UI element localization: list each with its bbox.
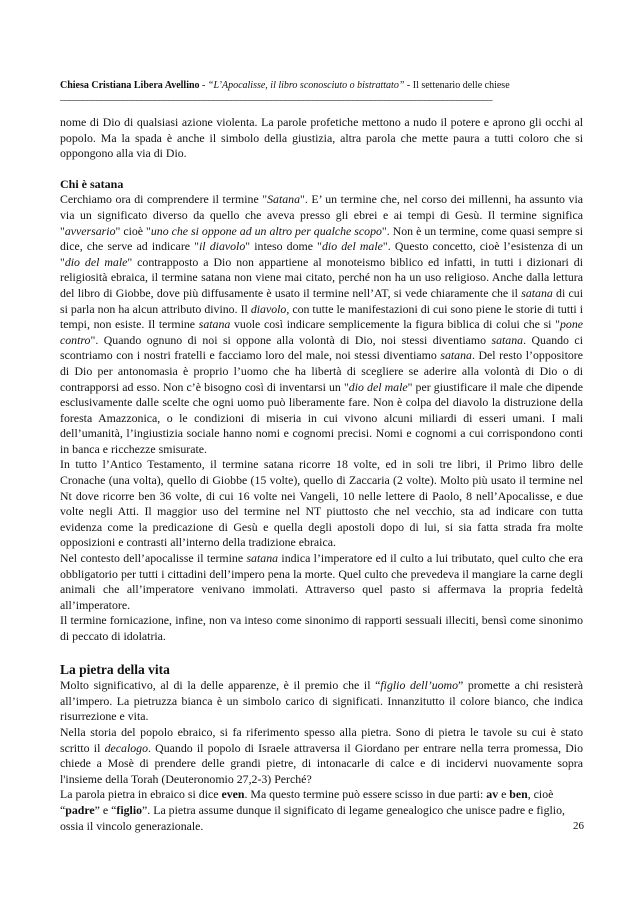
header-rule: ________________________________________________________________________________________________ — [60, 92, 492, 102]
header-chapter: Il settenario delle chiese — [412, 80, 510, 91]
satana-paragraph-2: In tutto l’Antico Testamento, il termine satana ricorre 18 volte, ed in soli tre libri, il Primo libro delle Cronache (una volta), quello di Giobbe (15 volte), quello di Zaccaria (2 volte). Molto più usato il termine nel Nt dove ricorre ben 36 volte, di cui 16 volte nei Vangeli, 10 nelle lettere di Paolo, 8 nell’Apocalisse, e due volte negli Atti. Il maggior uso del termine nel NT piuttosto che nel vecchio, sta ad indicare con tutta evidenza come la predicazione di Gesù e quella degli apostoli dopo di lui, si sia fatta strada fra molte opposizioni e contrasti all’interno della tradizione ebraica. — [60, 457, 583, 550]
intro-paragraph: nome di Dio di qualsiasi azione violenta. La parole profetiche mettono a nudo il potere e aprono gli occhi al popolo. Ma la spada è anche il simbolo della giustizia, altra parola che mette paura a tutti coloro che si oppongono alla via di Dio. — [60, 115, 583, 161]
pietra-paragraph-2: Nella storia del popolo ebraico, si fa riferimento spesso alla pietra. Sono di pietra le tavole su cui è stato scritto il decalogo. Quando il popolo di Israele attraversa il Giordano per entrare nella terra promessa, Dio chiede a Mosè di prendere delle grandi pietre, di intonacarle di calce e di incidervi nuovamente sopra l'insieme della Torah (Deuteronomio 27,2-3) Perché? — [60, 724, 584, 786]
pietra-paragraph-1: Molto significativo, al di la delle apparenze, è il premio che il “figlio dell’uomo” promette a chi resisterà all’impero. La pietruzza bianca è un simbolo carico di significati. Innanzitutto il colore bianco, che indica risurrezione e vita. — [60, 678, 583, 724]
running-header — [60, 80, 580, 92]
satana-paragraph-3: Nel contesto dell’apocalisse il termine satana indica l’imperatore ed il culto a lui tributato, quel culto che era obbligatorio per tutti i cittadini dell’impero pena la morte. Quel culto che prevedeva il mangiare la carne degli animali che all’imperatore venivano immolati. Attraverso quel pasto si affermava la propria fedeltà all’imperatore. — [60, 551, 583, 612]
header-book-title: “L’Apocalisse, il libro sconosciuto o bistrattato” — [207, 80, 405, 91]
satana-paragraph-4: Il termine fornicazione, infine, non va inteso come sinonimo di rapporti sessuali illeciti, bensì come sinonimo di peccato di idolatria. — [60, 613, 583, 643]
pietra-paragraph-3: La parola pietra in ebraico si dice even. Ma questo termine può essere scisso in due parti: av e ben, cioè “padre” e “figlio”. La pietra assume dunque il significato di legame genealogico che unisce padre e figlio, ossia il vincolo generazionale. — [60, 787, 565, 833]
section-heading-pietra: La pietra della vita — [60, 661, 170, 677]
satana-paragraph-1: Cerchiamo ora di comprendere il termine "Satana". E’ un termine che, nel corso dei millenni, ha assunto via via un significato diverso da quello che aveva presso gli ebrei e ai tempi di Gesù. Il termine significa "avversario" cioè "uno che si oppone ad un altro per qualche scopo". Non è un termine, come quasi sempre si dice, che serve ad indicare "il diavolo" inteso dome "dio del male". Questo concetto, cioè l’esistenza di un "dio del male" contrapposto a Dio non appartiene al monoteismo biblico ed infatti, in tutti i dizionari di religiosità ebraica, il termine satana non viene mai citato, perché non ha un uso religioso. Anche dalla lettura del libro di Giobbe, dove più diffusamente è usato il termine nell’AT, si vede chiaramente che il satana di cui si parla non ha alcun attributo divino. Il diavolo, con tutte le manifestazioni di cui sono piene le storie di tutti i tempi, non esiste. Il termine satana vuole così indicare semplicemente la figura biblica di colui che si "pone contro". Quando ognuno di noi si oppone alla volontà di Dio, noi stessi diventiamo satana. Quando ci scontriamo con i nostri fratelli e facciamo loro del male, noi stessi diventiamo satana. Del resto l’oppositore di Dio per antonomasia è proprio l’uomo che ha libertà di scegliere se aderire alla volontà di Dio o di contrapporsi ad esso. Non c’è bisogno così di inventarsi un "dio del male" per giustificare il male che dipende esclusivamente dalle scelte che ogni uomo può liberamente fare. Non è colpa del diavolo la distruzione della foresta Amazzonica, o le condizioni di miseria in cui vivono alcuni miliardi di esseri umani. I mali dell’umanità, l’ingiustizia sociale hanno nomi e cognomi precisi. Nomi e cognomi a cui corrispondono conti in banca e ricchezze smisurate. — [60, 192, 584, 456]
header-separator: - — [404, 80, 413, 91]
header-separator: - — [199, 80, 208, 91]
section-heading-satana: Chi è satana — [60, 176, 124, 191]
page-number: 26 — [573, 820, 584, 832]
header-organization: Chiesa Cristiana Libera Avellino — [60, 80, 200, 91]
body-text — [60, 115, 583, 834]
